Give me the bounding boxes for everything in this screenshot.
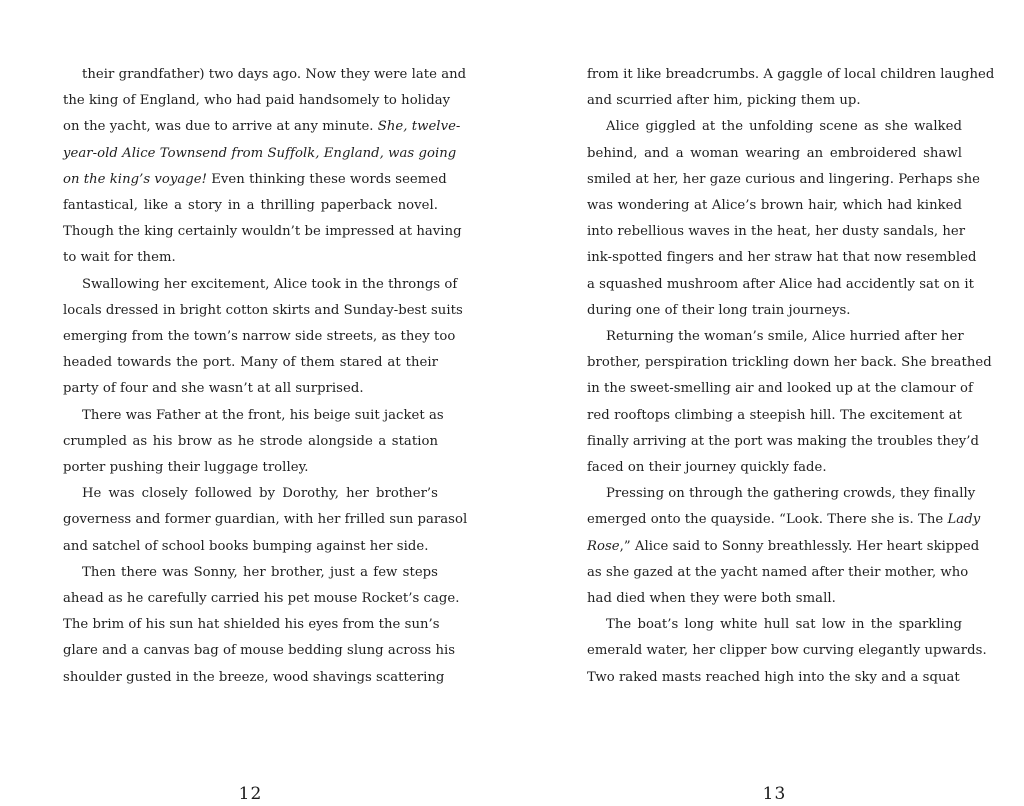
text-line: [587, 193, 962, 219]
text-run: Alice giggled at the unfolding scene as she walked: [606, 119, 962, 135]
text-line: [63, 114, 461, 140]
italic-text: She, twelve-: [377, 119, 461, 135]
text-run: as she gazed at the yacht named after their mother, who: [587, 564, 969, 580]
italic-text: Rose: [587, 538, 620, 554]
text-run: Swallowing her excitement, Alice took in the throngs of: [82, 276, 458, 292]
text-run: their grandfather) two days ago. Now they were late and: [82, 67, 467, 82]
text-run: in the sweet-smelling air and looked up at the clamour of: [587, 381, 973, 397]
text-run: glare and a canvas bag of mouse bedding slung across his: [63, 643, 456, 659]
page-number-right: 13: [762, 784, 787, 804]
text-run: crumpled as his brow as he strode alongside a station: [63, 433, 438, 449]
text-line: [63, 403, 444, 429]
text-line: [587, 88, 962, 114]
left-page: [63, 62, 468, 804]
text-run: during one of their long train journeys.: [587, 302, 851, 318]
paragraph: [587, 324, 992, 481]
right-page: [587, 62, 995, 804]
text-line: [63, 376, 438, 402]
paragraph: [63, 272, 463, 403]
italic-text: on the king’s voyage!: [63, 171, 208, 187]
text-line: [587, 167, 980, 193]
text-line: [63, 560, 438, 586]
text-run: ahead as he carefully carried his pet mouse Rocket’s cage.: [63, 591, 460, 607]
text-run: Even thinking these words seemed: [207, 171, 447, 187]
paragraph: [63, 560, 460, 691]
italic-text: Lady: [947, 512, 981, 528]
text-run: Two raked masts reached high into the sky and a squat: [587, 669, 960, 685]
text-run: behind, and a woman wearing an embroidered shawl: [587, 145, 962, 161]
text-line: [63, 638, 456, 664]
text-line: [587, 350, 992, 376]
text-line: [63, 272, 458, 298]
text-line: [587, 245, 977, 271]
text-line: [587, 586, 962, 612]
paragraph: [587, 62, 995, 114]
text-line: [63, 167, 447, 193]
text-run: the king of England, who had paid handsomely to holiday: [63, 93, 451, 109]
paragraph: [63, 62, 467, 272]
text-run: There was Father at the front, his beige suit jacket as: [82, 407, 444, 423]
text-run: emerging from the town’s narrow side streets, as they too: [63, 329, 456, 345]
text-line: [63, 507, 468, 533]
text-line: [63, 141, 457, 167]
paragraph: [587, 612, 987, 691]
text-line: [587, 638, 987, 664]
text-line: [63, 88, 451, 114]
text-line: [63, 62, 467, 88]
text-run: shoulder gusted in the breeze, wood shavings scattering: [63, 669, 445, 685]
paragraph: [63, 403, 444, 482]
text-line: [63, 665, 445, 691]
text-line: [587, 429, 980, 455]
text-run: into rebellious waves in the heat, her dusty sandals, her: [587, 224, 966, 240]
paragraph: [63, 481, 468, 560]
text-run: to wait for them.: [63, 250, 176, 266]
text-line: [63, 324, 456, 350]
text-run: red rooftops climbing a steepish hill. The excitement at: [587, 407, 962, 423]
text-run: fantastical, like a story in a thrilling paperback novel.: [63, 198, 438, 214]
text-line: [63, 586, 460, 612]
page-number-left: 12: [238, 784, 263, 804]
text-line: [63, 481, 438, 507]
text-run: had died when they were both small.: [587, 591, 836, 607]
text-run: smiled at her, her gaze curious and lingering. Perhaps she: [587, 171, 980, 187]
left-page-text: [63, 62, 468, 691]
text-run: governess and former guardian, with her frilled sun parasol: [63, 512, 468, 528]
text-line: [63, 245, 438, 271]
text-line: [63, 350, 438, 376]
text-line: [63, 429, 438, 455]
text-run: from it like breadcrumbs. A gaggle of local children laughed: [587, 67, 995, 82]
text-line: [587, 403, 962, 429]
text-run: a squashed mushroom after Alice had accidently sat on it: [587, 276, 974, 292]
text-line: [587, 114, 962, 140]
text-run: emerald water, her clipper bow curving elegantly upwards.: [587, 643, 987, 659]
text-line: [587, 62, 995, 88]
text-line: [63, 193, 438, 219]
text-run: Then there was Sonny, her brother, just a few steps: [82, 564, 438, 580]
text-run: party of four and she wasn’t at all surprised.: [63, 381, 364, 397]
text-run: faced on their journey quickly fade.: [587, 460, 827, 476]
text-run: locals dressed in bright cotton skirts and Sunday-best suits: [63, 302, 463, 318]
text-line: [587, 534, 980, 560]
text-run: headed towards the port. Many of them stared at their: [63, 355, 438, 371]
text-line: [587, 272, 974, 298]
right-page-text: [587, 62, 995, 691]
text-run: ,” Alice said to Sonny breathlessly. Her heart skipped: [619, 538, 980, 554]
text-line: [63, 534, 438, 560]
italic-text: year-old Alice Townsend from Suffolk, England, was going: [63, 145, 457, 161]
text-line: [587, 481, 976, 507]
text-run: He was closely followed by Dorothy, her brother’s: [82, 486, 438, 502]
text-line: [587, 455, 962, 481]
text-line: [63, 455, 438, 481]
text-line: [587, 141, 962, 167]
text-run: The boat’s long white hull sat low in the sparkling: [606, 617, 962, 633]
text-run: brother, perspiration trickling down her back. She breathed: [587, 355, 992, 371]
paragraph: [587, 114, 980, 324]
text-line: [63, 298, 463, 324]
text-line: [587, 219, 966, 245]
text-line: [587, 376, 973, 402]
text-run: The brim of his sun hat shielded his eyes from the sun’s: [63, 617, 440, 633]
text-run: Though the king certainly wouldn’t be impressed at having: [63, 224, 462, 240]
text-line: [63, 612, 438, 638]
text-run: on the yacht, was due to arrive at any minute.: [63, 119, 378, 135]
text-line: [587, 324, 962, 350]
text-run: Pressing on through the gathering crowds, they finally: [606, 486, 976, 502]
text-run: porter pushing their luggage trolley.: [63, 460, 309, 476]
text-line: [587, 298, 962, 324]
text-line: [587, 507, 981, 533]
paragraph: [587, 481, 981, 612]
text-run: and scurried after him, picking them up.: [587, 93, 861, 109]
text-run: Returning the woman’s smile, Alice hurried after her: [606, 329, 964, 345]
text-line: [587, 560, 969, 586]
text-line: [587, 612, 962, 638]
text-run: was wondering at Alice’s brown hair, which had kinked: [587, 198, 962, 214]
text-line: [63, 219, 462, 245]
text-run: emerged onto the quayside. “Look. There she is. The: [587, 512, 948, 528]
text-run: ink-spotted fingers and her straw hat that now resembled: [587, 250, 977, 266]
text-run: and satchel of school books bumping against her side.: [63, 538, 429, 554]
text-line: [587, 665, 962, 691]
text-run: finally arriving at the port was making the troubles they’d: [587, 433, 980, 449]
